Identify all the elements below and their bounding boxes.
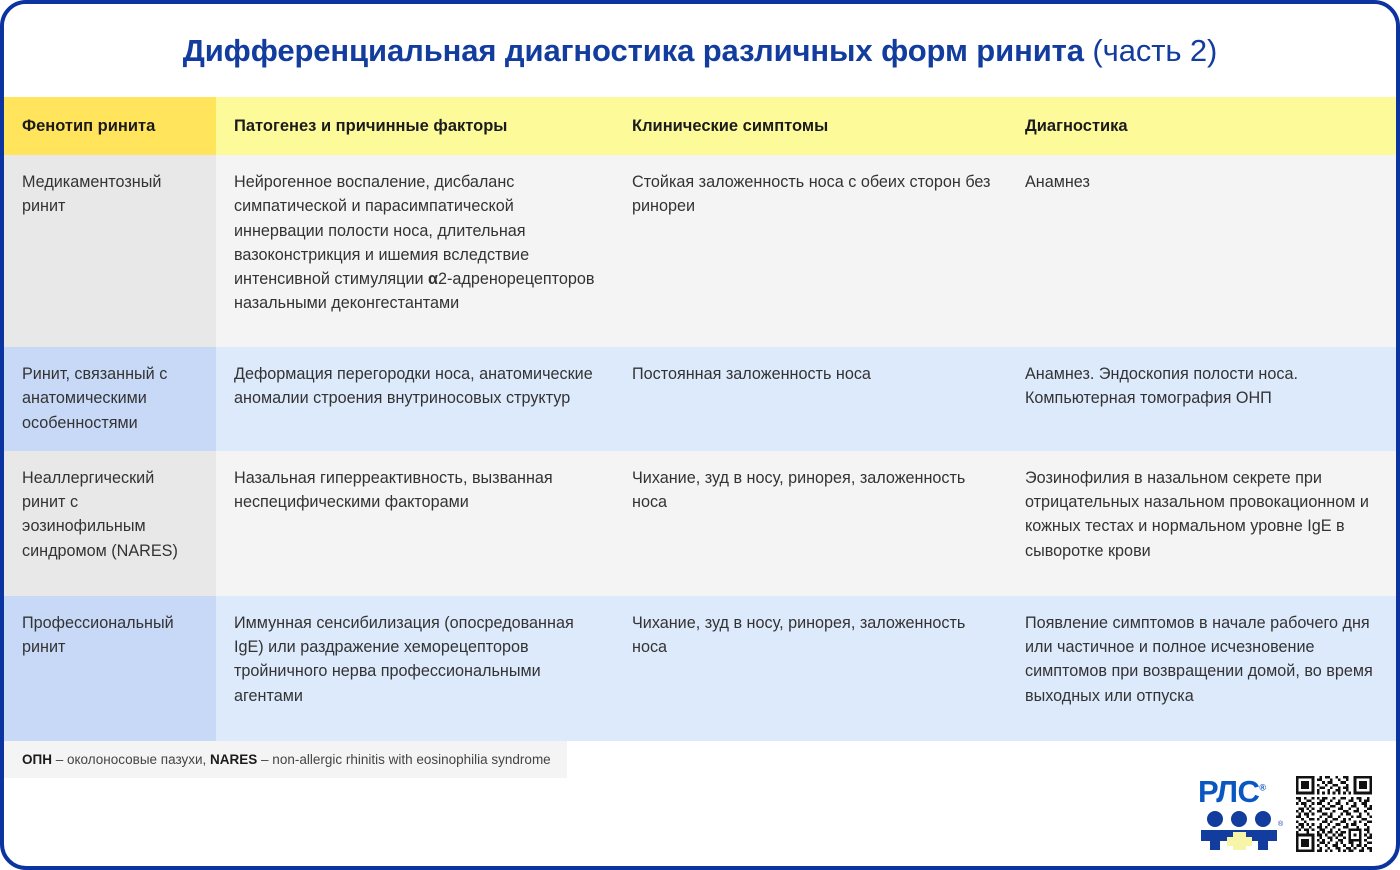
table-row bbox=[4, 451, 1400, 596]
alpha-symbol: α bbox=[428, 270, 438, 289]
cell-pathogenesis: Деформация перегородки носа, анатомические аномалии строения внутриносовых структур bbox=[216, 347, 614, 451]
pathogenesis-text-post: 2-адренорецепторов назальными деконгестантами bbox=[234, 270, 595, 313]
cell-diagnostics: Анамнез. Эндоскопия полости носа. Компьютерная томография ОНП bbox=[1007, 347, 1400, 451]
cell-diagnostics: Эозинофилия в назальном секрете при отрицательных назальном провокационном и кожных тестах и нормальном уровне IgE в сыворотке крови bbox=[1007, 451, 1400, 596]
cell-phenotype: Ринит, связанный с анатомическими особенностями bbox=[4, 347, 216, 451]
cell-symptoms: Чихание, зуд в носу, ринорея, заложенность носа bbox=[614, 596, 1007, 741]
title-main: Дифференциальная диагностика различных форм ринита bbox=[182, 32, 1084, 68]
rls-emblem-icon bbox=[1198, 810, 1284, 850]
rhinitis-table bbox=[4, 97, 1400, 741]
cell-phenotype: Неаллергический ринит с эозинофильным синдромом (NARES) bbox=[4, 451, 216, 596]
cell-symptoms: Стойкая заложенность носа с обеих сторон без ринореи bbox=[614, 155, 1007, 347]
abbreviation-note bbox=[4, 741, 567, 779]
cell-phenotype: Медикаментозный ринит bbox=[4, 155, 216, 347]
cell-diagnostics: Появление симптомов в начале рабочего дня или частичное и полное исчезновение симптомов при возвращении домой, во время выходных или отпуска bbox=[1007, 596, 1400, 741]
title-suffix: (часть 2) bbox=[1083, 32, 1218, 68]
footnote-area bbox=[4, 741, 1396, 779]
cell-phenotype: Профессиональный ринит bbox=[4, 596, 216, 741]
cell-pathogenesis: Иммунная сенсибилизация (опосредованная IgE) или раздражение хеморецепторов тройничного нерва профессиональными агентами bbox=[216, 596, 614, 741]
cell-diagnostics: Анамнез bbox=[1007, 155, 1400, 347]
cell-symptoms: Постоянная заложенность носа bbox=[614, 347, 1007, 451]
column-header-phenotype: Фенотип ринита bbox=[4, 97, 216, 155]
svg-text:®: ® bbox=[1278, 821, 1284, 828]
abbr-opn-definition: – околоносовые пазухи, bbox=[51, 751, 211, 767]
page-title bbox=[4, 4, 1396, 97]
rls-logo bbox=[1198, 776, 1284, 852]
pathogenesis-text-pre: Нейрогенное воспаление, дисбаланс симпатической и парасимпатической иннервации полости носа, длительная вазоконстрикция и ишемия вследствие интенсивной стимуляции bbox=[234, 173, 530, 289]
table-header bbox=[4, 97, 1400, 155]
header-row bbox=[4, 97, 1400, 155]
table-row bbox=[4, 596, 1400, 741]
qr-code-icon[interactable] bbox=[1296, 776, 1372, 852]
abbr-nares: NARES bbox=[210, 751, 258, 767]
cell-pathogenesis: Назальная гиперреактивность, вызванная неспецифическими факторами bbox=[216, 451, 614, 596]
column-header-pathogenesis: Патогенез и причинные факторы bbox=[216, 97, 614, 155]
cell-pathogenesis bbox=[216, 155, 614, 347]
rls-wordmark bbox=[1198, 776, 1266, 807]
registered-mark-icon: ® bbox=[1259, 782, 1266, 793]
table-row bbox=[4, 347, 1400, 451]
table-body bbox=[4, 155, 1400, 741]
cell-symptoms: Чихание, зуд в носу, ринорея, заложенность носа bbox=[614, 451, 1007, 596]
title-text bbox=[183, 33, 1218, 69]
branding-area bbox=[1198, 776, 1372, 852]
rls-wordmark-text: РЛС bbox=[1198, 774, 1260, 809]
abbr-nares-definition: – non-allergic rhinitis with eosinophilia syndrome bbox=[257, 751, 551, 767]
table-row bbox=[4, 155, 1400, 347]
column-header-symptoms: Клинические симптомы bbox=[614, 97, 1007, 155]
abbr-opn: ОПН bbox=[22, 751, 52, 767]
column-header-diagnostics: Диагностика bbox=[1007, 97, 1400, 155]
